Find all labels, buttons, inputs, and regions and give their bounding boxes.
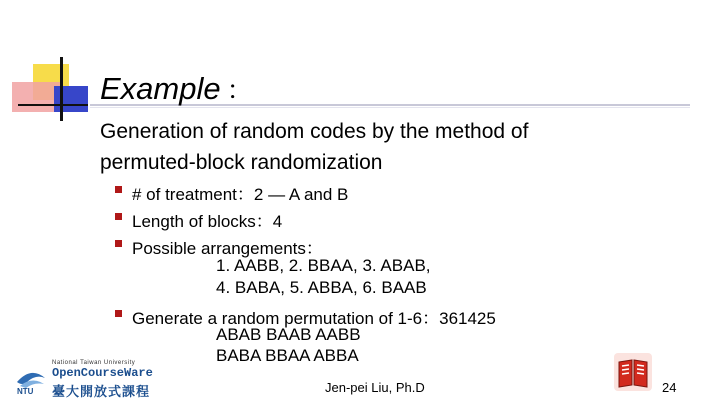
footer-author: Jen-pei Liu, Ph.D	[325, 380, 425, 395]
bullet-marker	[115, 186, 122, 193]
intro-line-2: permuted-block randomization	[100, 151, 383, 174]
bullet-block-length: Length of blocks：4	[132, 212, 283, 231]
logo-university: National Taiwan University	[52, 360, 136, 366]
emblem-text: NTU	[17, 387, 34, 396]
decorative-red-square	[12, 82, 60, 112]
logo-chinese-text: 臺大開放式課程	[52, 384, 151, 399]
intro-line-1: Generation of random codes by the method of	[100, 120, 529, 143]
bullet-treatment: # of treatment：2 — A and B	[132, 185, 349, 204]
bullet-marker	[115, 213, 122, 220]
decorative-horizontal-line	[18, 104, 88, 106]
title-underline-shadow	[90, 107, 690, 108]
permutation-line-1: ABAB BAAB AABB	[216, 325, 361, 344]
page-number: 24	[662, 380, 677, 395]
bullet-marker	[115, 240, 122, 247]
ntu-emblem-icon	[14, 364, 48, 396]
bullet-marker	[115, 310, 122, 317]
slide-title-text: Example	[100, 71, 221, 106]
ntu-ocw-logo	[14, 360, 154, 400]
slide-title	[100, 70, 253, 107]
book-icon[interactable]	[613, 352, 653, 392]
permutation-line-2: BABA BBAA ABBA	[216, 346, 359, 365]
decorative-vertical-line	[60, 57, 63, 121]
arrangements-line-1: 1. AABB, 2. BBAA, 3. ABAB,	[216, 256, 431, 275]
bullet-arrangements: Possible arrangements：	[132, 239, 323, 258]
intro-text	[100, 116, 660, 178]
arrangements-line-2: 4. BABA, 5. ABBA, 6. BAAB	[216, 278, 427, 297]
slide-title-colon: ：	[226, 75, 253, 105]
bullet-permutation: Generate a random permutation of 1-6：361425	[132, 309, 496, 328]
logo-ocw-text: OpenCourseWare	[52, 366, 153, 380]
